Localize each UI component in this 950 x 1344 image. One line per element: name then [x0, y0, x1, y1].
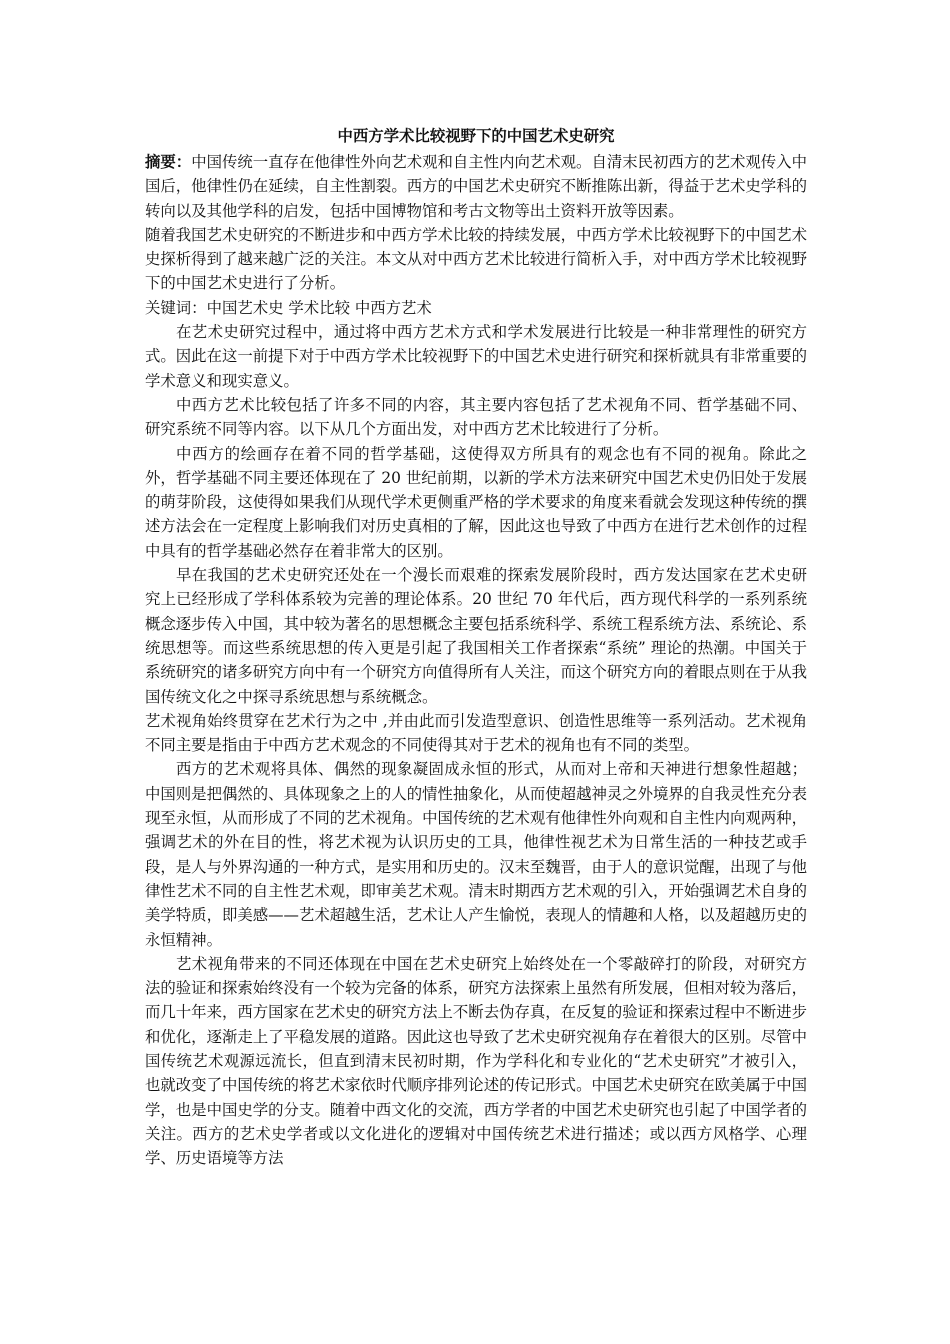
body-paragraph: 艺术视角始终贯穿在艺术行为之中 ,并由此而引发造型意识、创造性思维等一系列活动。艺术视角不同主要是指由于中西方艺术观念的不同使得其对于艺术的视角也有不同的类型。 [145, 711, 807, 755]
body-paragraph: 艺术视角带来的不同还体现在中国在艺术史研究上始终处在一个零敲碎打的阶段，对研究方法的验证和探索始终没有一个较为完备的体系，研究方法探索上虽然有所发展，但相对较为落后，而几十年来，西方国家在艺术史的研究方法上不断去伪存真，在反复的验证和探索过程中不断进步和优化，逐渐走上了平稳发展的道路。因此这也导致了艺术史研究视角存在着很大的区别。尽管中国传统艺术观源远流长，但直到清末民初时期，作为学科化和专业化的“艺术史研究”才被引入，也就改变了中国传统的将艺术家依时代顺序排列论述的传记形式。中国艺术史研究在欧美属于中国学，也是中国史学的分支。随着中西文化的交流，西方学者的中国艺术史研究也引起了中国学者的关注。西方的艺术史学者或以文化进化的逻辑对中国传统艺术进行描述；或以西方风格学、心理学、历史语境等方法 [145, 954, 807, 1168]
keywords: 关键词：中国艺术史 学术比较 中西方艺术 [145, 298, 432, 317]
abstract-text: 中国传统一直存在他律性外向艺术观和自主性内向艺术观。自清末民初西方的艺术观传入中国后，他律性仍在延续，自主性割裂。西方的中国艺术史研究不断推陈出新，得益于艺术史学科的转向以及其他学科的启发，包括中国博物馆和考古文物等出土资料开放等因素。 [145, 153, 807, 220]
abstract-label: 摘要： [145, 153, 192, 171]
document-page [145, 124, 807, 1170]
abstract [145, 150, 807, 223]
body-paragraph: 在艺术史研究过程中，通过将中西方艺术方式和学术发展进行比较是一种非常理性的研究方式。因此在这一前提下对于中西方学术比较视野下的中国艺术史进行研究和探析就具有非常重要的学术意义和现实意义。 [145, 323, 807, 390]
document-title: 中西方学术比较视野下的中国艺术史研究 [337, 127, 615, 145]
body-paragraph: 中西方艺术比较包括了许多不同的内容，其主要内容包括了艺术视角不同、哲学基础不同、研究系统不同等内容。以下从几个方面出发，对中西方艺术比较进行了分析。 [145, 395, 807, 439]
body-paragraph: 中西方的绘画存在着不同的哲学基础，这使得双方所具有的观念也有不同的视角。除此之外，哲学基础不同主要还体现在了 20 世纪前期，以新的学术方法来研究中国艺术史仍旧处于发展的萌芽阶段，这使得如果我们从现代学术更侧重严格的学术要求的角度来看就会发现这种传统的撰述方法会在一定程度上影响我们对历史真相的了解，因此这也导致了中西方在进行艺术创作的过程中具有的哲学基础必然存在着非常大的区别。 [145, 444, 807, 560]
body-paragraph: 西方的艺术观将具体、偶然的现象凝固成永恒的形式，从而对上帝和天神进行想象性超越；中国则是把偶然的、具体现象之上的人的情性抽象化，从而使超越神灵之外境界的自我灵性充分表现至永恒，从而形成了不同的艺术视角。中国传统的艺术观有他律性外向观和自主性内向观两种，强调艺术的外在目的性，将艺术视为认识历史的工具，他律性视艺术为日常生活的一种技艺或手段，是人与外界沟通的一种方式，是实用和历史的。汉末至魏晋，由于人的意识觉醒，出现了与他律性艺术不同的自主性艺术观，即审美艺术观。清末时期西方艺术观的引入，开始强调艺术自身的美学特质，即美感——艺术超越生活，艺术让人产生愉悦，表现人的情趣和人格，以及超越历史的永恒精神。 [145, 760, 807, 949]
intro-paragraph: 随着我国艺术史研究的不断进步和中西方学术比较的持续发展，中西方学术比较视野下的中国艺术史探析得到了越来越广泛的关注。本文从对中西方艺术比较进行简析入手，对中西方学术比较视野下的中国艺术史进行了分析。 [145, 225, 807, 293]
body-paragraph: 早在我国的艺术史研究还处在一个漫长而艰难的探索发展阶段时，西方发达国家在艺术史研究上已经形成了学科体系较为完善的理论体系。20 世纪 70 年代后，西方现代科学的一系列系统概念逐步传入中国，其中较为著名的思想概念主要包括系统科学、系统工程系统方法、系统论、系统思想等。而这些系统思想的传入更是引起了我国相关工作者探索“系统” 理论的热潮。中国关于系统研究的诸多研究方向中有一个研究方向值得所有人关注，而这个研究方向的着眼点则在于从我国传统文化之中探寻系统思想与系统概念。 [145, 566, 807, 706]
